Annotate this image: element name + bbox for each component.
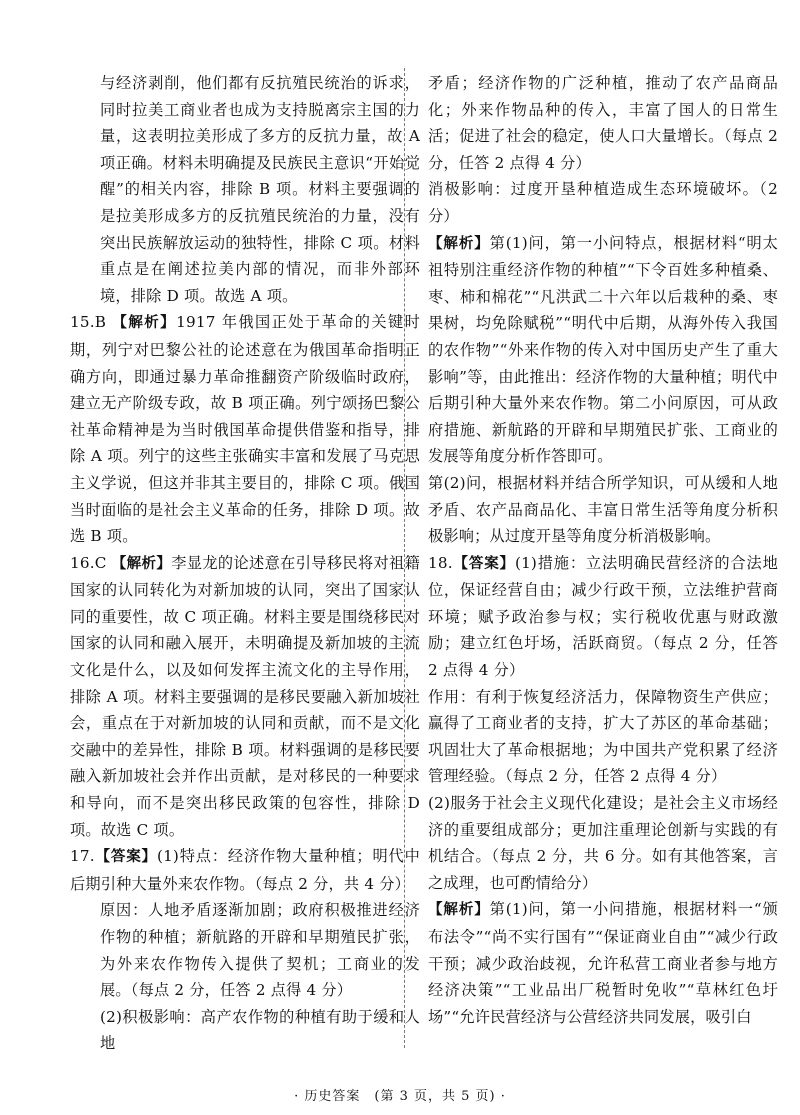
q18-answer-part2: (2)服务于社会主义现代化建设；是社会主义市场经济的重要组成部分；更加注重理论创新与实践的有机结合。（每点 2 分，共 6 分。如有其他答案，言之成理，也可酌情给分） <box>428 794 778 892</box>
q17-continuation: 矛盾；经济作物的广泛种植，推动了农产品商品化；外来作物品种的传入，丰富了国人的日常生活；促进了社会的稳定，使人口大量增长。（每点 2 分，任答 2 点得 4 分） <box>428 74 778 172</box>
right-column <box>428 70 778 1030</box>
q17-negative-impact: 消极影响：过度开垦种植造成生态环境破坏。（2 分） <box>428 180 778 225</box>
q18-analysis-text: 第(1)问，第一小问措施，根据材料一“颁布法令”“尚不实行国有”“保证商业自由”“减少行政干预；减少政治歧视，允许私营工商业者参与地方经济决策”“工业品出厂税暂时免收”“草林红色圩场”“允许民营经济与公营经济共同发展，吸引白 <box>428 900 778 1026</box>
left-column <box>70 70 420 1057</box>
q17-analysis-part2: 第(2)问，根据材料并结合所学知识，可从缓和人地矛盾、农产品商品化、丰富日常生活等角度分析积极影响；从过度开垦等角度分析消极影响。 <box>428 473 778 546</box>
q17-answer-tag: 【答案】 <box>94 849 157 866</box>
q17-analysis-tag: 【解析】 <box>428 235 490 252</box>
q18-analysis-tag: 【解析】 <box>428 902 490 919</box>
q15-analysis-tag: 【解析】 <box>112 315 177 332</box>
q16-analysis-text: 李显龙的论述意在引导移民将对祖籍国家的认同转化为对新加坡的认同，突出了国家认同的重要性，故 C 项正确。材料主要是围绕移民对国家的认同和融入展开，未明确提及新加坡的主流文化是什么，以及如何发挥主流文化的主导作用，排除 A 项。材料主要强调的是移民要融入新加坡社会，重点在于对新加坡的认同和贡献，而不是文化交融中的差异性，排除 B 项。材料强调的是移民要融入新加坡社会并作出贡献，是对移民的一种要求和导向，而不是突出移民政策的包容性，排除 D 项。故选 C 项。 <box>70 553 420 839</box>
q16-block <box>70 550 420 844</box>
q15-number: 15.B <box>70 313 107 332</box>
q14-continuation: 与经济剥削，他们都有反抗殖民统治的诉求，同时拉美工商业者也成为支持脱离宗主国的力量，这表明拉美形成了多方的反抗力量，故 A 项正确。材料未明确提及民族民主意识“开始觉醒”的相关内容，排除 B 项。材料主要强调的是拉美形成多方的反抗殖民统治的力量，没有突出民族解放运动的独特性，排除 C 项。材料重点是在阐述拉美内部的情况，而非外部环境，排除 D 项。故选 A 项。 <box>100 74 420 305</box>
q17-answer-part2: (2)积极影响：高产农作物的种植有助于缓和人地 <box>100 1007 420 1053</box>
q18-number: 18. <box>428 553 453 572</box>
q18-block <box>428 550 778 684</box>
q15-analysis-text: 1917 年俄国正处于革命的关键时期，列宁对巴黎公社的论述意在为俄国革命指明正确方向，即通过暴力革命推翻资产阶级临时政府，建立无产阶级专政，故 B 项正确。列宁颂扬巴黎公社革命精神是为当时俄国革命提供借鉴和指导，排除 A 项。列宁的这些主张确实丰富和发展了马克思主义学说，但这并非其主要目的，排除 C 项。俄国当时面临的是社会主义革命的任务，排除 D 项。故选 B 项。 <box>70 313 420 546</box>
q18-answer-part1: (1)措施：立法明确民营经济的合法地位，保证经营自由；减少行政干预，立法维护营商环境；赋予政治参与权；实行税收优惠与财政激励；建立红色圩场，活跃商贸。（每点 2 分，任答 2 点得 4 分） <box>428 553 778 680</box>
q17-reasons: 原因：人地矛盾逐渐加剧；政府积极推进经济作物的种植；新航路的开辟和早期殖民扩张，为外来农作物传入提供了契机；工商业的发展。（每点 2 分，任答 2 点得 4 分） <box>100 901 420 1000</box>
q17-analysis <box>428 230 778 470</box>
q17-analysis-text: 第(1)问，第一小问特点，根据材料“明太祖特别注重经济作物的种植”“下令百姓多种植桑、枣、柿和棉花”“凡洪武二十六年以后栽种的桑、枣果树，均免除赋税”“明代中后期，从海外传入我国的农作物”“外来作物的传入对中国历史产生了重大影响”等，由此推出：经济作物的大量种植；明代中后期引种大量外来农作物。第二小问原因，可从政府措施、新航路的开辟和早期殖民扩张、工商业的发展等角度分析作答即可。 <box>428 233 778 466</box>
q15-block <box>70 309 420 549</box>
q16-analysis-tag: 【解析】 <box>111 555 172 572</box>
q16-number: 16.C <box>70 553 107 572</box>
q17-number: 17. <box>70 847 95 866</box>
q18-answer-tag: 【答案】 <box>452 555 515 572</box>
column-divider <box>404 68 405 1048</box>
q17-answer-part1: (1)特点：经济作物大量种植；明代中后期引种大量外来农作物。（每点 2 分，共 4 分） <box>70 847 420 893</box>
q18-effect: 作用：有利于恢复经济活力，保障物资生产供应；赢得了工商业者的支持，扩大了苏区的革命基础；巩固壮大了革命根据地；为中国共产党积累了经济管理经验。（每点 2 分，任答 2 点得 4 分） <box>428 687 778 786</box>
q18-analysis <box>428 896 778 1030</box>
page-footer: · 历史答案 (第 3 页，共 5 页) · <box>294 1089 506 1104</box>
q17-block <box>70 843 420 897</box>
